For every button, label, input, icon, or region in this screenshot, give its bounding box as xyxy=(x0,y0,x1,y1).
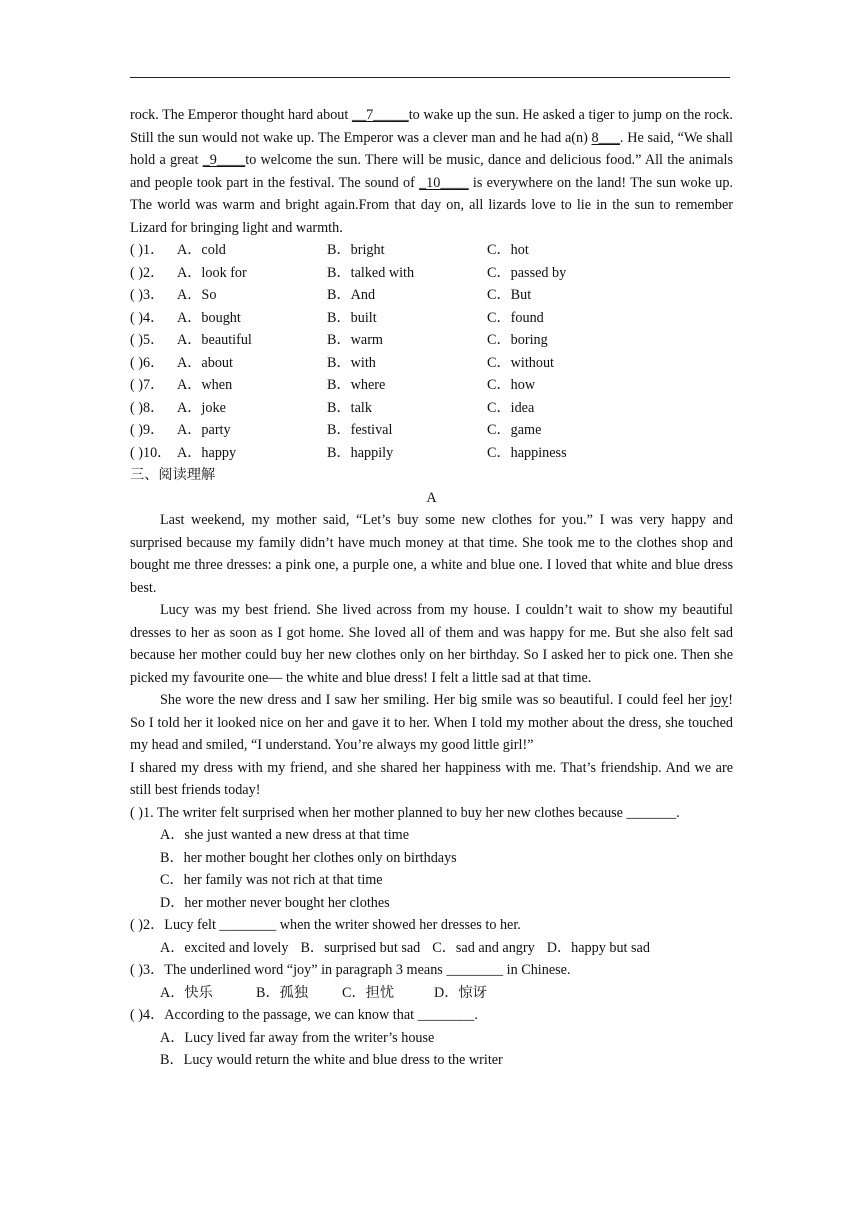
q1-option-c: C．her family was not rich at that time xyxy=(160,872,383,888)
option-b: B．talk xyxy=(327,399,372,416)
q3-option-b: B．孤独 xyxy=(256,984,309,1001)
document-page xyxy=(130,104,733,1072)
option-b: B．talked with xyxy=(327,264,415,281)
paragraph-1: Last weekend, my mother said, “Let’s buy some new clothes for you.” I was very happy and surprised because my family didn’t have much money at that time. She took me to the clothes shop and bought me three dresses: a pink one, a purple one, a white and blue one. I loved that white and blue dress best. xyxy=(130,512,733,596)
paragraph-text: She wore the new dress and I saw her smiling. Her big smile was so beautiful. I could feel her xyxy=(160,692,711,708)
q2-option-a: A．excited and lovely xyxy=(160,939,289,956)
option-a: A．about xyxy=(177,354,233,371)
question-number: ( )9． xyxy=(130,422,165,438)
question-3: ( )3．The underlined word “joy” in paragraph 3 means ________ in Chinese. xyxy=(130,962,571,978)
option-row xyxy=(130,442,733,465)
q3-option-d: D．惊讶 xyxy=(434,984,487,1001)
option-b: B．bright xyxy=(327,242,385,258)
option-b: B．happily xyxy=(327,444,394,461)
option-row xyxy=(130,284,733,307)
question-4: ( )4．According to the passage, we can know that ________. xyxy=(130,1007,478,1023)
q4-option-a: A．Lucy lived far away from the writer’s house xyxy=(160,1029,435,1046)
passage-text: to welcome the sun. There will be music, dance and delicious food.” All the animals and people took part in the festival. The sound of xyxy=(130,152,734,191)
blank-8: 8___ xyxy=(591,129,620,146)
passage-text: to wake up the sun. He asked a tiger to jump on the rock. Still the sun would not wake up. The Emperor was a clever man and he had a(n) xyxy=(130,107,733,146)
question-number: ( )5． xyxy=(130,332,165,348)
cloze-options xyxy=(130,239,733,464)
passage-text: rock. The Emperor thought hard about xyxy=(130,107,352,123)
paragraph-2: Lucy was my best friend. She lived across from my house. I couldn’t wait to show my beautiful dresses to her as soon as I got home. She loved all of them and was happy for me. But she also felt sad because her mother could buy her new clothes only on her birthday. So I asked her to pick one. Then she picked my favourite one— the white and blue dress! I felt a little sad at that time. xyxy=(130,602,733,686)
question-number: ( )10． xyxy=(130,444,172,461)
q2-options xyxy=(160,937,733,960)
paragraph-4: I shared my dress with my friend, and she shared her happiness with me. That’s friendship. And we are still best friends today! xyxy=(130,759,733,798)
section-title: 三、阅读理解 xyxy=(130,467,216,483)
option-c: C．boring xyxy=(487,332,548,348)
option-b: B．warm xyxy=(327,332,383,348)
blank-7: __7_____ xyxy=(351,107,409,123)
option-b: B．with xyxy=(327,354,376,371)
q1-option-b: B．her mother bought her clothes only on birthdays xyxy=(160,849,457,866)
option-b: B．And xyxy=(327,287,376,303)
option-a: A．happy xyxy=(177,444,237,461)
question-number: ( )3． xyxy=(130,287,165,303)
paragraph-3 xyxy=(130,689,733,757)
underlined-word: joy xyxy=(710,692,729,708)
q1-option-d: D．her mother never bought her clothes xyxy=(160,894,390,911)
question-2: ( )2．Lucy felt ________ when the writer showed her dresses to her. xyxy=(130,917,521,933)
option-a: A．bought xyxy=(177,309,241,326)
question-number: ( )6． xyxy=(130,354,165,371)
cloze-passage-end xyxy=(130,104,733,239)
option-row xyxy=(130,374,733,397)
option-a: A．when xyxy=(177,377,233,393)
q3-option-c: C．担忧 xyxy=(342,984,395,1001)
option-b: B．festival xyxy=(327,422,393,438)
blank-10: _10____ xyxy=(419,174,469,191)
option-c: C．passed by xyxy=(487,264,567,281)
question-number: ( )7． xyxy=(130,377,165,393)
q2-option-b: B．surprised but sad xyxy=(300,939,421,956)
option-row xyxy=(130,262,733,285)
paragraph-text: ! So I told her it looked nice on her and gave it to her. When I told my mother about the dress, she touched my head and smiled, “I understand. You’re always my good little girl!” xyxy=(130,692,733,753)
q4-option-b: B．Lucy would return the white and blue dress to the writer xyxy=(160,1052,503,1068)
q1-option-a: A．she just wanted a new dress at that time xyxy=(160,827,410,843)
passage-text: . He said, “We shall hold a great xyxy=(130,129,733,168)
blank-9: _9____ xyxy=(202,152,246,168)
option-row xyxy=(130,397,733,420)
option-a: A．joke xyxy=(177,399,226,416)
option-c: C．without xyxy=(487,354,555,371)
option-a: A．party xyxy=(177,422,231,438)
option-a: A．look for xyxy=(177,264,247,281)
q3-options xyxy=(160,982,733,1005)
q2-option-c: C．sad and angry xyxy=(432,939,535,956)
option-a: A．cold xyxy=(177,242,226,258)
q3-option-a: A．快乐 xyxy=(160,984,213,1001)
question-number: ( )2． xyxy=(130,264,165,281)
option-c: C．game xyxy=(487,422,542,438)
option-row xyxy=(130,307,733,330)
q2-option-d: D．happy but sad xyxy=(546,939,650,956)
option-c: C．found xyxy=(487,309,544,326)
option-a: A．beautiful xyxy=(177,332,252,348)
option-c: C．happiness xyxy=(487,444,567,461)
question-number: ( )4． xyxy=(130,309,165,326)
passage-title: A xyxy=(426,489,437,506)
option-c: C．how xyxy=(487,377,536,393)
option-row xyxy=(130,419,733,442)
option-b: B．built xyxy=(327,309,377,326)
option-c: C．idea xyxy=(487,399,535,416)
option-row xyxy=(130,352,733,375)
option-row xyxy=(130,329,733,352)
passage-text: is everywhere on the land! The sun woke up. The world was warm and bright again.From that day on, all lizards love to lie in the sun to remember Lizard for bringing light and warmth. xyxy=(130,174,733,236)
question-number: ( )8． xyxy=(130,399,165,416)
option-row xyxy=(130,239,733,262)
option-c: C．hot xyxy=(487,242,529,258)
question-1: ( )1. The writer felt surprised when her mother planned to buy her new clothes because _______. xyxy=(130,804,680,821)
option-a: A．So xyxy=(177,287,217,303)
question-number: ( )1． xyxy=(130,242,165,258)
header-rule xyxy=(130,77,730,78)
option-b: B．where xyxy=(327,377,386,393)
option-c: C．But xyxy=(487,287,532,303)
